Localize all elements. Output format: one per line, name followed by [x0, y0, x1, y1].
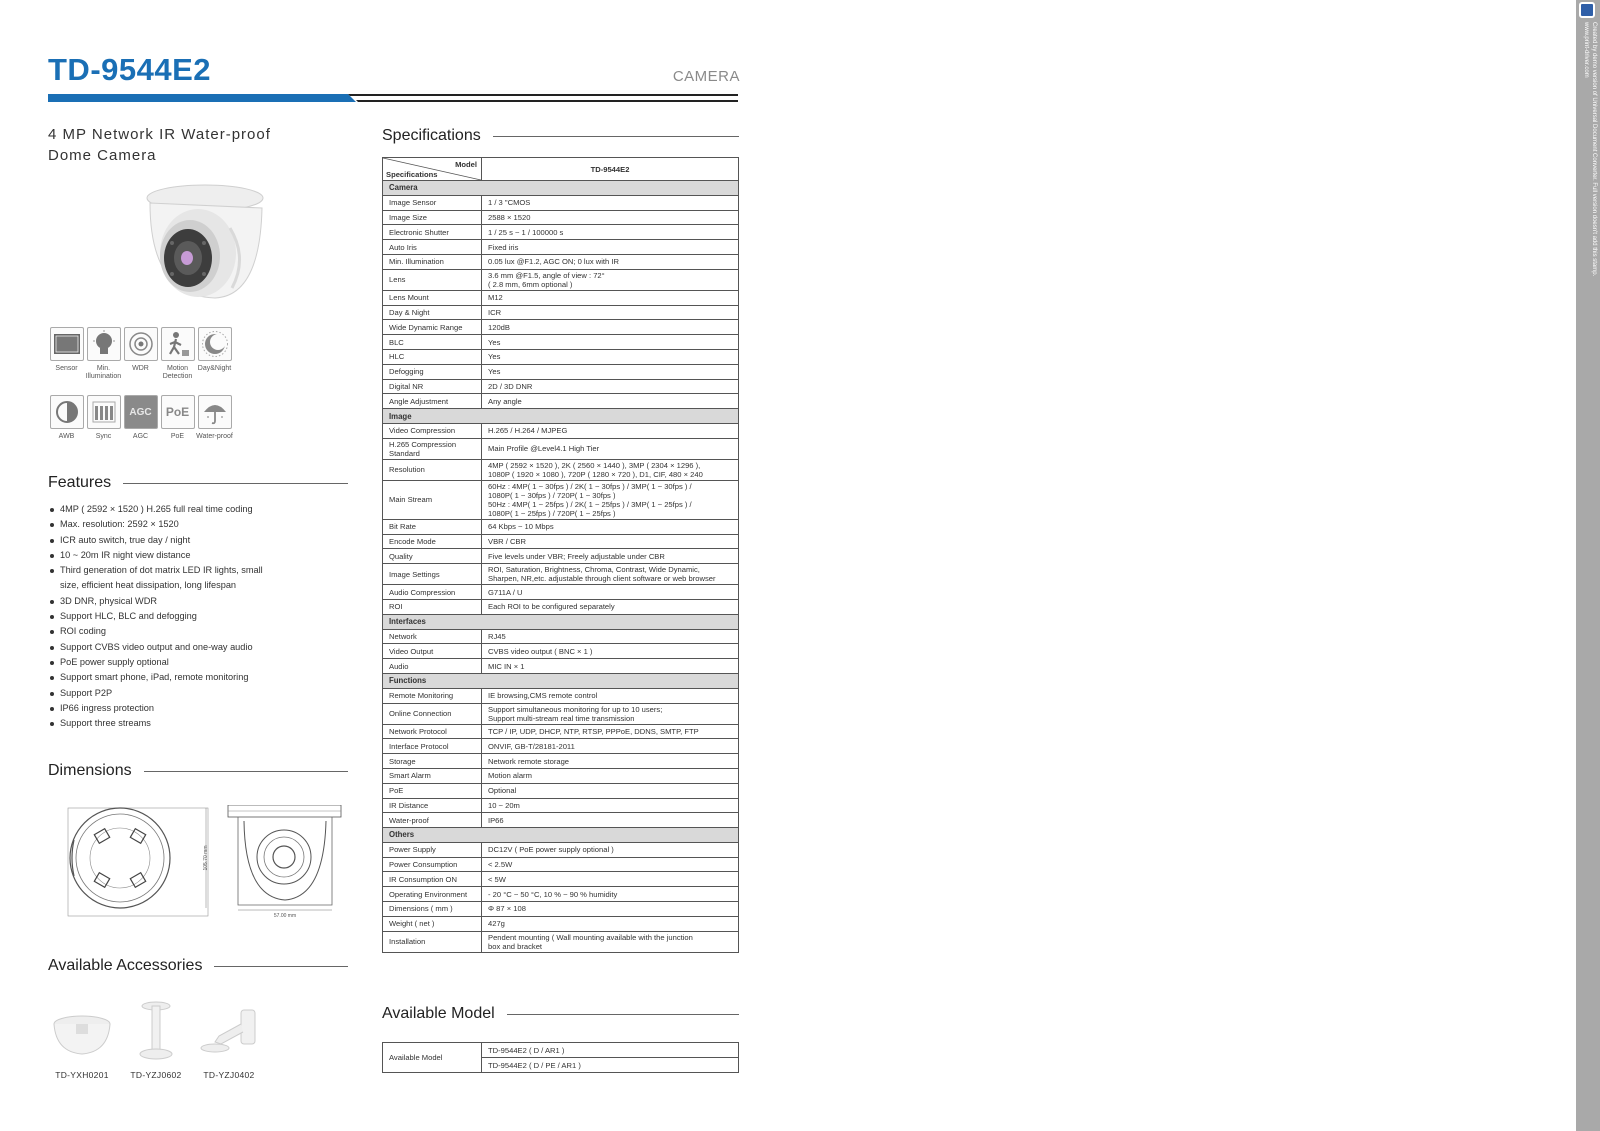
subtitle-line-2: Dome Camera	[48, 147, 157, 164]
available-model-label: Available Model	[383, 1043, 482, 1073]
table-row	[383, 269, 739, 290]
spec-value: < 5W	[482, 872, 739, 887]
spec-key: Lens Mount	[383, 290, 482, 305]
motion-detection-icon	[164, 330, 192, 358]
spec-value: 3.6 mm @F1.5, angle of view : 72° ( 2.8 mm, 6mm optional )	[482, 269, 739, 290]
spec-value: MIC IN × 1	[482, 659, 739, 674]
spec-value: ONVIF, GB-T/28181-2011	[482, 739, 739, 754]
table-row	[383, 783, 739, 798]
table-row	[383, 519, 739, 534]
feature-icon-min-illumination: Min. Illumination	[85, 327, 122, 381]
features-list	[48, 502, 343, 731]
feature-item: 4MP ( 2592 × 1520 ) H.265 full real time coding	[48, 502, 343, 517]
spec-value: DC12V ( PoE power supply optional )	[482, 842, 739, 857]
spec-value: Support simultaneous monitoring for up to 10 users; Support multi-stream real time transmission	[482, 703, 739, 724]
feature-item: Support HLC, BLC and defogging	[48, 609, 343, 624]
accessory-item: TD-YZJ0602	[120, 1000, 192, 1080]
table-row	[383, 394, 739, 409]
spec-key: Resolution	[383, 459, 482, 480]
spec-key: Interface Protocol	[383, 739, 482, 754]
spec-value: Fixed iris	[482, 240, 739, 255]
spec-key: Lens	[383, 269, 482, 290]
feature-item: ROI coding	[48, 624, 343, 639]
dome-camera-image	[120, 178, 270, 308]
spec-group-row	[383, 673, 739, 688]
spec-key: IR Distance	[383, 798, 482, 813]
dimension-height-label: 105.70 mm	[203, 845, 209, 871]
table-row	[383, 599, 739, 614]
spec-value: G711A / U	[482, 585, 739, 600]
spec-value: 10 ~ 20m	[482, 798, 739, 813]
spec-key: Image Sensor	[383, 195, 482, 210]
table-row	[383, 872, 739, 887]
table-row	[383, 813, 739, 828]
spec-value: TCP / IP, UDP, DHCP, NTP, RTSP, PPPoE, DDNS, SMTP, FTP	[482, 724, 739, 739]
model-option: TD-9544E2 ( D / PE / AR1 )	[482, 1058, 739, 1073]
spec-value: Five levels under VBR; Freely adjustable under CBR	[482, 549, 739, 564]
table-row	[383, 644, 739, 659]
spec-key: Main Stream	[383, 480, 482, 519]
dimensions-drawing	[62, 805, 347, 920]
spec-value: Main Profile @Level4.1 High Tier	[482, 438, 739, 459]
spec-key: Quality	[383, 549, 482, 564]
spec-value: Each ROI to be configured separately	[482, 599, 739, 614]
spec-key: Image Settings	[383, 564, 482, 585]
spec-key: Encode Mode	[383, 534, 482, 549]
converter-logo-icon	[1579, 2, 1595, 18]
specifications-table	[382, 157, 739, 953]
spec-key: Remote Monitoring	[383, 688, 482, 703]
spec-value: IP66	[482, 813, 739, 828]
table-row	[383, 335, 739, 350]
table-row	[383, 305, 739, 320]
spec-key: Storage	[383, 754, 482, 769]
spec-value: 1 / 3 "CMOS	[482, 195, 739, 210]
table-row	[383, 798, 739, 813]
feature-item: 3D DNR, physical WDR	[48, 594, 343, 609]
spec-value: < 2.5W	[482, 857, 739, 872]
spec-group-row	[383, 828, 739, 843]
junction-box-image	[50, 1000, 114, 1064]
spec-key: ROI	[383, 599, 482, 614]
spec-value: Yes	[482, 364, 739, 379]
spec-key: Auto Iris	[383, 240, 482, 255]
feature-item: Support P2P	[48, 686, 343, 701]
spec-key: Wide Dynamic Range	[383, 320, 482, 335]
table-row	[383, 459, 739, 480]
table-row	[383, 916, 739, 931]
table-row	[383, 290, 739, 305]
feature-icon-poe: PoE PoE	[159, 395, 196, 441]
spec-key: BLC	[383, 335, 482, 350]
spec-key: Power Supply	[383, 842, 482, 857]
sensor-chip-icon	[52, 331, 82, 357]
specifications-heading: Specifications	[382, 127, 739, 145]
spec-group-title: Interfaces	[383, 614, 739, 629]
spec-value: ROI, Saturation, Brightness, Chroma, Contrast, Wide Dynamic, Sharpen, NR,etc. adjustable through client software or web browser	[482, 564, 739, 585]
spec-value: Yes	[482, 349, 739, 364]
table-row	[383, 585, 739, 600]
feature-icon-agc: AGC AGC	[122, 395, 159, 441]
spec-value: VBR / CBR	[482, 534, 739, 549]
accessories-heading: Available Accessories	[48, 957, 348, 975]
spec-value: 1 / 25 s ~ 1 / 100000 s	[482, 225, 739, 240]
feature-item: IP66 ingress protection	[48, 701, 343, 716]
table-row	[383, 534, 739, 549]
specifications-header-label: Specifications	[386, 170, 438, 179]
spec-key: Installation	[383, 931, 482, 952]
model-option: TD-9544E2 ( D / AR1 )	[482, 1043, 739, 1058]
table-row	[383, 210, 739, 225]
title-rule	[48, 93, 738, 103]
feature-icon-wdr: WDR	[122, 327, 159, 381]
spec-key: Day & Night	[383, 305, 482, 320]
feature-icon-row-2	[48, 395, 238, 441]
spec-group-title: Camera	[383, 181, 739, 196]
spec-key: Angle Adjustment	[383, 394, 482, 409]
awb-icon	[53, 398, 81, 426]
feature-icon-row-1	[48, 327, 238, 381]
spec-value: Optional	[482, 783, 739, 798]
heading-rule	[214, 966, 348, 967]
subtitle-line-1: 4 MP Network IR Water-proof	[48, 126, 271, 143]
feature-icon-motion-detection: Motion Detection	[159, 327, 196, 381]
heading-rule	[507, 1014, 739, 1015]
product-model-title: TD-9544E2	[48, 52, 212, 87]
converter-watermark: Created by demo version of Universal Document Converter. Full version doesn't add this stamp. www.print-driver.com	[1583, 22, 1597, 277]
feature-item: 10 ~ 20m IR night view distance	[48, 548, 343, 563]
feature-icon-water-proof: Water-proof	[196, 395, 233, 441]
spec-key: Weight ( net )	[383, 916, 482, 931]
table-row	[383, 659, 739, 674]
spec-key: Power Consumption	[383, 857, 482, 872]
spec-value: 60Hz : 4MP( 1 ~ 30fps ) / 2K( 1 ~ 30fps ) / 3MP( 1 ~ 30fps ) / 1080P( 1 ~ 30fps ) / 720P( 1 ~ 30fps ) 50Hz : 4MP( 1 ~ 25fps ) / 2K( 1 ~ 25fps ) / 3MP( 1 ~ 25fps ) / 1080P( 1 ~ 25fps ) / 720P( 1 ~ 25fps )	[482, 480, 739, 519]
spec-value: 427g	[482, 916, 739, 931]
spec-value: RJ45	[482, 629, 739, 644]
spec-value: H.265 / H.264 / MJPEG	[482, 423, 739, 438]
table-row	[383, 739, 739, 754]
spec-key: HLC	[383, 349, 482, 364]
feature-item: Support three streams	[48, 716, 343, 731]
heading-rule	[123, 483, 348, 484]
feature-icon-awb: AWB	[48, 395, 85, 441]
table-row	[383, 688, 739, 703]
day-night-icon	[201, 330, 229, 358]
feature-icon-sensor: Sensor	[48, 327, 85, 381]
heading-rule	[493, 136, 739, 137]
table-row	[383, 754, 739, 769]
model-value-header: TD-9544E2	[482, 158, 739, 181]
available-model-table	[382, 1042, 739, 1073]
spec-key: Digital NR	[383, 379, 482, 394]
spec-key: Operating Environment	[383, 887, 482, 902]
table-row	[383, 1043, 739, 1058]
wdr-icon	[127, 330, 155, 358]
table-row	[383, 703, 739, 724]
table-row	[383, 564, 739, 585]
wall-mount-image	[197, 1000, 261, 1064]
spec-value: 64 Kbps ~ 10 Mbps	[482, 519, 739, 534]
table-row	[383, 887, 739, 902]
heading-rule	[144, 771, 348, 772]
category-label: CAMERA	[672, 68, 740, 85]
spec-group-title: Others	[383, 828, 739, 843]
spec-key: Audio Compression	[383, 585, 482, 600]
spec-group-title: Image	[383, 409, 739, 424]
agc-icon: AGC	[129, 406, 152, 418]
table-row	[383, 225, 739, 240]
spec-value: Pendent mounting ( Wall mounting available with the junction box and bracket	[482, 931, 739, 952]
spec-value: Yes	[482, 335, 739, 350]
poe-icon: PoE	[165, 405, 190, 419]
spec-group-row	[383, 181, 739, 196]
table-row	[383, 320, 739, 335]
feature-icon-day-night: Day&Night	[196, 327, 233, 381]
features-heading: Features	[48, 474, 348, 492]
spec-value: ICR	[482, 305, 739, 320]
spec-key: Online Connection	[383, 703, 482, 724]
pendant-mount-image	[124, 1000, 188, 1064]
spec-key: Network Protocol	[383, 724, 482, 739]
dimensions-heading: Dimensions	[48, 762, 348, 780]
spec-key: Smart Alarm	[383, 768, 482, 783]
spec-value: - 20 °C ~ 50 °C, 10 % ~ 90 % humidity	[482, 887, 739, 902]
spec-value: 120dB	[482, 320, 739, 335]
spec-value: 0.05 lux @F1.2, AGC ON; 0 lux with IR	[482, 254, 739, 269]
spec-key: Network	[383, 629, 482, 644]
feature-item: ICR auto switch, true day / night	[48, 533, 343, 548]
spec-key: Electronic Shutter	[383, 225, 482, 240]
feature-item: Max. resolution: 2592 × 1520	[48, 517, 343, 532]
feature-item: Support CVBS video output and one-way audio	[48, 640, 343, 655]
table-row	[383, 438, 739, 459]
spec-value: 4MP ( 2592 × 1520 ), 2K ( 2560 × 1440 ), 3MP ( 2304 × 1296 ), 1080P ( 1920 × 1080 ), 720P ( 1280 × 720 ), D1, CIF, 480 × 240	[482, 459, 739, 480]
spec-key: Min. Illumination	[383, 254, 482, 269]
spec-key: Image Size	[383, 210, 482, 225]
spec-value: Φ 87 × 108	[482, 902, 739, 917]
spec-key: Audio	[383, 659, 482, 674]
spec-value: Any angle	[482, 394, 739, 409]
spec-value: CVBS video output ( BNC × 1 )	[482, 644, 739, 659]
table-row	[383, 549, 739, 564]
feature-item-continuation: size, efficient heat dissipation, long lifespan	[60, 580, 237, 591]
spec-key: Defogging	[383, 364, 482, 379]
table-row	[383, 768, 739, 783]
spec-value: 2588 × 1520	[482, 210, 739, 225]
feature-icon-sync: Sync	[85, 395, 122, 441]
spec-value: IE browsing,CMS remote control	[482, 688, 739, 703]
accessory-item: TD-YXH0201	[46, 1000, 118, 1080]
spec-group-title: Functions	[383, 673, 739, 688]
spec-key: PoE	[383, 783, 482, 798]
spec-value: 2D / 3D DNR	[482, 379, 739, 394]
umbrella-icon	[201, 398, 229, 426]
product-subtitle	[48, 124, 328, 166]
dimension-width-label: 57.00 mm	[273, 913, 297, 919]
spec-table-header	[383, 158, 739, 181]
table-row	[383, 240, 739, 255]
bulb-icon	[91, 330, 117, 358]
table-row	[383, 254, 739, 269]
table-row	[383, 724, 739, 739]
spec-group-row	[383, 614, 739, 629]
table-row	[383, 857, 739, 872]
table-row	[383, 195, 739, 210]
spec-key: IR Consumption ON	[383, 872, 482, 887]
table-row	[383, 379, 739, 394]
model-header-label: Model	[455, 160, 477, 169]
accessory-item: TD-YZJ0402	[193, 1000, 265, 1080]
table-row	[383, 629, 739, 644]
feature-item: PoE power supply optional	[48, 655, 343, 670]
spec-group-row	[383, 409, 739, 424]
spec-value: Motion alarm	[482, 768, 739, 783]
feature-item: Third generation of dot matrix LED IR lights, small	[48, 563, 343, 578]
available-model-heading: Available Model	[382, 1005, 739, 1023]
feature-item: Support smart phone, iPad, remote monitoring	[48, 670, 343, 685]
spec-key: Video Compression	[383, 423, 482, 438]
table-row	[383, 842, 739, 857]
spec-key: Dimensions ( mm )	[383, 902, 482, 917]
spec-key: H.265 Compression Standard	[383, 438, 482, 459]
spec-value: M12	[482, 290, 739, 305]
table-row	[383, 902, 739, 917]
spec-key: Video Output	[383, 644, 482, 659]
spec-key: Bit Rate	[383, 519, 482, 534]
table-row	[383, 349, 739, 364]
table-row	[383, 364, 739, 379]
table-row	[383, 480, 739, 519]
spec-value: Network remote storage	[482, 754, 739, 769]
sync-icon	[90, 398, 118, 426]
spec-header-corner	[383, 158, 482, 181]
table-row	[383, 931, 739, 952]
table-row	[383, 423, 739, 438]
spec-key: Water-proof	[383, 813, 482, 828]
